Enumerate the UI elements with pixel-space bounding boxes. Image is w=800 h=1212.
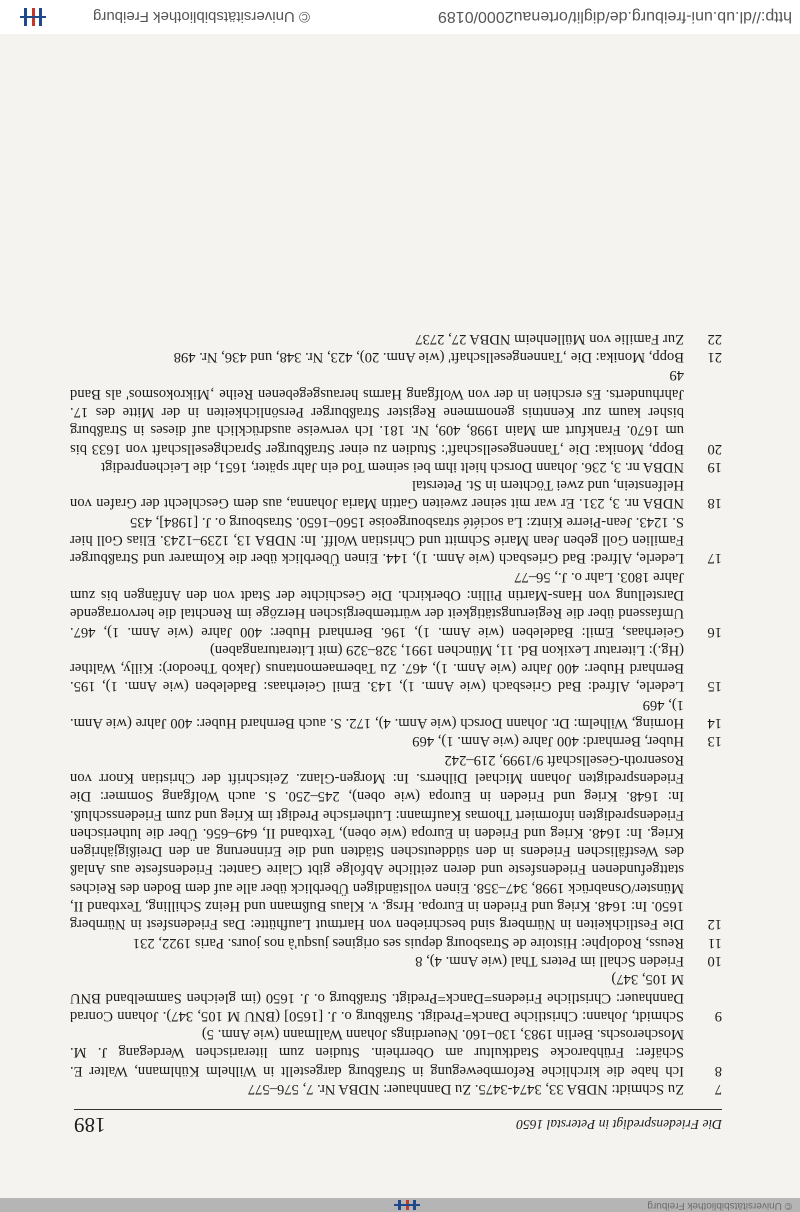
footnote bbox=[70, 750, 722, 933]
footnote-number: 20 bbox=[707, 440, 722, 457]
source-url[interactable]: http://dl.ub.uni-freiburg.de/diglit/ortenau2000/0189 bbox=[437, 8, 792, 25]
footnote-number: 16 bbox=[707, 623, 722, 640]
footnote-number: 12 bbox=[707, 916, 722, 933]
footnote-number: 13 bbox=[707, 733, 722, 750]
top-copyright-text: © Universitätsbibliothek Freiburg bbox=[647, 1200, 792, 1211]
footnote-number: 14 bbox=[707, 715, 722, 732]
footnote-text: Horning, Wilhelm: Dr. Johann Dorsch (wie Anm. 4), 172. S. auch Bernhard Huber: 400 Jahre (wie Anm. 1), 469 bbox=[70, 696, 684, 732]
footer-copyright: © Universitätsbibliothek Freiburg bbox=[93, 8, 310, 25]
footnote bbox=[70, 567, 722, 640]
footnote bbox=[70, 695, 722, 732]
footnote-text: NDBA nr. 3, 236. Johann Dorsch hielt ihm bei seinem Tod ein Jahr später, 1651, die Leichenpredigt bbox=[101, 458, 684, 475]
footnote bbox=[70, 933, 722, 951]
footnote-number: 21 bbox=[707, 349, 722, 366]
footnote bbox=[70, 970, 722, 1025]
running-title: Die Friedenspredigt in Peterstal 1650 bbox=[516, 1117, 722, 1132]
footnote-text: Lederle, Alfred: Bad Griesbach (wie Anm. 1), 144. Einen Überblick über die Kolmarer und Straßburger Familien Goll geben Jean Marie Schmitt und Christian Wolff. In: NDBA 13, 1239–1243. Elias Goll hier S. 1243. Jean-Pierre Kintz: La société strasbourgeoise 1560–1650. Strasbourg o. J. [1984], 435 bbox=[70, 513, 684, 567]
footnote-text: Huber, Bernhard: 400 Jahre (wie Anm. 1), 469 bbox=[412, 733, 684, 750]
footnote bbox=[70, 513, 722, 568]
footnote-text: Bopp, Monika: Die ‚Tannengesellschaft': Studien zu einer Straßburger Sprachgesellschaft von 1633 bis um 1670. Frankfurt am Main 1998, 409, Nr. 181. Ich verweise ausdrücklich auf dieses in Straßburg bisher kaum zur Kenntnis genommene Register Straßburger Persönlichkeiten in der Mitte des 17. Jahrhunderts. Es erschien in der von Wolfgang Harms herausgegebenen Reihe ‚Mikrokosmos' als Band 49 bbox=[70, 367, 684, 457]
footnote-text: Geierhaas, Emil: Badeleben (wie Anm. 1), 196. Bernhard Huber: 400 Jahre (wie Anm. 1), 467. Umfassend über die Regierungstätigkeit der württembergischen Herzöge im Renchtal die hervorragende Darstellung von Hans-Martin Pillin: Oberkirch. Die Geschichte der Stadt von den Anfängen bis zum Jahre 1803. Lahr o. J., 56–77 bbox=[70, 568, 684, 640]
footnote-number: 19 bbox=[707, 458, 722, 475]
footnote-text: NDBA nr. 3, 231. Er war mit seiner zweiten Gattin Maria Johanna, aus dem Geschlecht der Grafen von Helfenstein, und zwei Töchtern in St. Peterstal bbox=[70, 477, 684, 512]
footnote bbox=[70, 1080, 722, 1098]
footnote bbox=[70, 1025, 722, 1080]
footnote-text: Ich habe die kirchliche Reformbewegung in Straßburg dargestellt in Wilhelm Kühlmann, Walter E. Schäfer: Frühbarocke Stadtkultur am Oberrhein. Studien zum literarischen Werdegang J. M. Moscheroschs. Berlin 1983, 130–160. Neuerdings Johann Wallmann (wie Anm. 5) bbox=[70, 1026, 684, 1079]
footnote bbox=[70, 732, 722, 750]
footnote-text: Zur Familie von Müllenheim NDBA 27, 2737 bbox=[415, 330, 684, 347]
page-number: 189 bbox=[74, 1113, 106, 1137]
footnote-number: 8 bbox=[714, 1062, 722, 1079]
footnote bbox=[70, 641, 722, 696]
footnote bbox=[70, 476, 722, 513]
footnote-number: 15 bbox=[707, 678, 722, 695]
footnote-number: 9 bbox=[714, 1007, 722, 1024]
footnote-number: 17 bbox=[707, 550, 722, 567]
footnote-text: Reuss, Rodolphe: Histoire de Strasbourg depuis ses origines jusqu'à nos jours. Paris 1922, 231 bbox=[132, 934, 684, 951]
page-header bbox=[74, 1109, 722, 1140]
footnote-number: 11 bbox=[707, 934, 722, 951]
footnote bbox=[70, 952, 722, 970]
footnote-number: 18 bbox=[707, 495, 722, 512]
footnote-number: 7 bbox=[714, 1081, 722, 1097]
footnote-text: Bopp, Monika: Die ‚Tannengesellschaft' (wie Anm. 20), 423, Nr. 348, und 436, Nr. 498 bbox=[173, 349, 684, 366]
bottom-url-bar bbox=[0, 0, 800, 34]
footnotes-list bbox=[70, 330, 722, 1098]
top-provenance-bar bbox=[0, 1198, 800, 1212]
footnote-text: Zu Schmidt: NDBA 33, 3474-3475. Zu Dannhauer: NDBA Nr. 7, 576–577 bbox=[247, 1081, 684, 1097]
footnote-text: Lederle, Alfred: Bad Griesbach (wie Anm. 1), 143. Emil Geierhaas: Badeleben (wie Anm. 1), 195. Bernhard Huber: 400 Jahre (wie Anm. 1), 467. Zu Tabernaemontanus (Jakob Theodor): Killy, Walther (Hg.): Literatur Lexikon Bd. 11, München 1991, 328–329 (mit Literaturangaben) bbox=[70, 641, 684, 695]
library-logo-icon bbox=[20, 8, 46, 26]
footnote bbox=[70, 366, 722, 457]
book-page bbox=[0, 34, 800, 1198]
footnote bbox=[70, 348, 722, 366]
footnote-number: 10 bbox=[707, 952, 722, 969]
footnote-text: Die Festlichkeiten in Nürnberg sind beschrieben von Hartmut Laufhütte: Das Friedensfest in Nürnberg 1650. In: 1648. Krieg und Frieden in Europa. Hrsg. v. Klaus Bußmann und Heinz Schilling, Textband II, Münster/Osnabrück 1998, 347–358. Einen vollständigen Überblick über alle auf dem Boden des Reiches stattgefundenen Friedensfeste und deren zeitliche Abfolge gibt Claire Gantet: Friedensfeste aus Anlaß des Westfälischen Friedens in den süddeutschen Städten und die Erinnerung an den Dreißigjährigen Krieg. In: 1648. Krieg und Frieden in Europa (wie oben), Textband II, 649–656. Über die lutherischen Friedenspredigten informiert Thomas Kaufmann: Lutherische Predigt im Krieg und zum Friedensschluß. In: 1648. Krieg und Frieden in Europa (wie oben), 245–250. S. auch Wolfgang Sommer: Die Friedenspredigten Johann Michael Dilherrs. In: Morgen-Glanz. Zeitschrift der Christian Knorr von Rosenroth-Gesellschaft 9/1999, 219–242 bbox=[70, 751, 684, 933]
footnote bbox=[70, 330, 722, 348]
library-logo-icon bbox=[394, 1200, 420, 1210]
footnote-text: Schmidt, Johann: Christliche Danck=Predigt. Straßburg o. J. [1650] (BNU M 105, 347). Johann Conrad Dannhauer: Christliche Friedens=Danck=Predigt. Straßburg o. J. 1650 (im gleichen Sammelband BNU M 105, 347) bbox=[70, 971, 684, 1024]
footnote-text: Frieden Schall im Peters Thal (wie Anm. 4), 8 bbox=[415, 952, 684, 969]
footnote bbox=[70, 458, 722, 476]
footnote-number: 22 bbox=[707, 330, 722, 347]
